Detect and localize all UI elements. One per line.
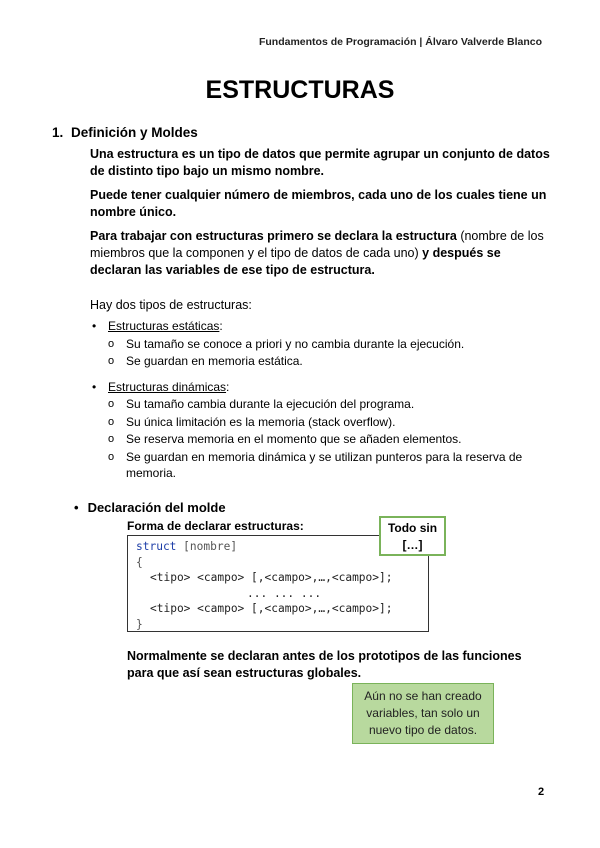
dynamic-point-1: o Su tamaño cambia durante la ejecución del programa.: [108, 396, 528, 413]
note-box: Todo sin […]: [379, 516, 446, 556]
page-header: Fundamentos de Programación | Álvaro Valverde Blanco: [258, 36, 542, 48]
declaration-paragraph: Normalmente se declaran antes de los prototipos de las funciones para que así sean estructuras globales.: [127, 649, 522, 680]
section-heading: [52, 125, 198, 140]
code-member-line-2: <tipo> <campo> [,<campo>,…,<campo>];: [150, 602, 393, 615]
dynamic-point-3: o Se reserva memoria en el momento que se añaden elementos.: [108, 431, 528, 448]
code-close-brace: }: [136, 617, 143, 631]
dynamic-point-2: o Su única limitación es la memoria (stack overflow).: [108, 414, 528, 431]
callout-box: Aún no se han creado variables, tan solo un nuevo tipo de datos.: [352, 683, 494, 744]
code-ellipsis-line: ... ... ...: [247, 586, 322, 600]
static-point-1: o Su tamaño se conoce a priori y no cambia durante la ejecución.: [108, 336, 552, 353]
dynamic-label: Estructuras dinámicas: [108, 379, 227, 394]
declaration-subtitle: Forma de declarar estructuras:: [127, 519, 304, 533]
para3-part-b: (nombre de los miembros que la componen y el tipo de datos de cada uno): [90, 229, 544, 260]
static-label: Estructuras estáticas: [108, 319, 220, 333]
para3-part-c: y después se declaran las variables de ese tipo de estructura.: [90, 246, 501, 277]
section-number: 1.: [52, 125, 64, 140]
dynamic-structures-item: • Estructuras dinámicas: o Su tamaño cambia durante la ejecución del programa. o Su única limitación es la memoria (stack overflow). o Se reserva memoria en el momento que se añaden elementos. o Se guardan en memoria dinámica y se utilizan punteros para la reserva de memoria.: [92, 379, 552, 482]
page-number: 2: [538, 786, 545, 798]
bullet-icon: •: [74, 500, 79, 515]
dynamic-point-4: o Se guardan en memoria dinámica y se utilizan punteros para la reserva de memoria.: [108, 449, 528, 482]
types-intro: Hay dos tipos de estructuras:: [90, 298, 252, 312]
paragraph-declaration: [90, 228, 552, 279]
paragraph-members: Puede tener cualquier número de miembros, cada uno de los cuales tiene un nombre único.: [90, 188, 547, 219]
static-structures-item: • Estructuras estáticas: o Su tamaño se conoce a priori y no cambia durante la ejecución. o Se guardan en memoria estática.: [92, 318, 552, 370]
code-member-line-1: <tipo> <campo> [,<campo>,…,<campo>];: [150, 571, 393, 584]
declaration-title: Declaración del molde: [87, 500, 226, 515]
static-point-2: o Se guardan en memoria estática.: [108, 353, 552, 370]
code-struct-name: [nombre]: [183, 540, 238, 553]
structure-types-list: [92, 318, 552, 482]
paragraph-definition: Una estructura es un tipo de datos que permite agrupar un conjunto de datos de distinto tipo bajo un mismo nombre.: [90, 147, 550, 178]
section-title: Definición y Moldes: [71, 125, 198, 140]
para3-part-a: Para trabajar con estructuras primero se declara la estructura: [90, 229, 457, 243]
code-open-brace: {: [136, 555, 143, 569]
declaration-heading: [74, 500, 226, 515]
page-title: ESTRUCTURAS: [205, 76, 395, 104]
code-keyword: struct: [136, 540, 177, 553]
